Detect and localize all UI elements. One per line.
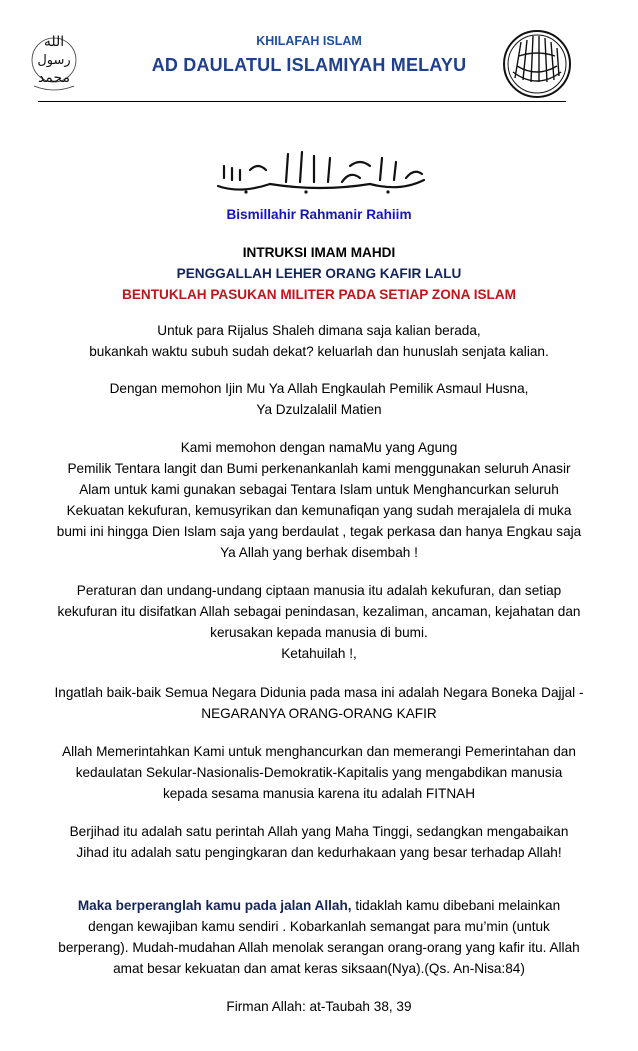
paragraph-text: tidaklah kamu dibebani melainkan: [351, 898, 561, 913]
instruction-subtitle: PENGGALLAH LEHER ORANG KAFIR LALU: [176, 266, 462, 281]
paragraph-line: bumi ini hingga Dien Islam saja yang berdaulat , tegak perkasa dan hanya Engkau saja: [56, 524, 582, 539]
paragraph-7: [0, 821, 638, 863]
paragraph-line: Dengan memohon Ijin Mu Ya Allah Engkaulah Pemilik Asmaul Husna,: [109, 381, 529, 396]
verse-reference: Firman Allah: at-Taubah 38, 39: [226, 999, 412, 1014]
instruction-subtitle-2: BENTUKLAH PASUKAN MILITER PADA SETIAP ZONA ISLAM: [122, 287, 516, 302]
paragraph-line: Peraturan dan undang-undang ciptaan manusia itu adalah kekufuran, dan setiap: [76, 583, 562, 598]
paragraph-line: kekufuran itu disifatkan Allah sebagai penindasan, kezaliman, ancaman, kejahatan dan: [57, 604, 581, 619]
document-body: [0, 204, 638, 1017]
basmala-transliteration: Bismillahir Rahmanir Rahiim: [226, 207, 412, 222]
header-subtitle: KHILAFAH ISLAM: [256, 34, 362, 48]
paragraph-line: Ingatlah baik-baik Semua Negara Didunia pada masa ini adalah Negara Boneka Dajjal -: [54, 685, 584, 700]
emphasis-text: Maka berperanglah kamu pada jalan Allah,: [77, 898, 352, 913]
paragraph-line: berperang). Mudah-mudahan Allah menolak serangan orang-orang yang kafir itu. Allah: [58, 940, 580, 955]
paragraph-line: Kekuatan kekufuran, kemusyrikan dan kemunafiqan yang sudah merajalela di muka: [66, 503, 572, 518]
paragraph-line: Ketahuilah !,: [281, 646, 357, 661]
paragraph-line: Ya Dzulzalalil Matien: [256, 402, 382, 417]
paragraph-2: [0, 378, 638, 420]
paragraph-line: NEGARANYA ORANG-ORANG KAFIR: [201, 706, 437, 721]
paragraph-line: kerusakan kepada manusia di bumi.: [210, 625, 428, 640]
paragraph-line: kedaulatan Sekular-Nasionalis-Demokratik-Kapitalis yang mengabdikan manusia: [75, 765, 563, 780]
svg-text:رسول: رسول: [37, 53, 71, 68]
instruction-title: INTRUKSI IMAM MAHDI: [242, 245, 396, 260]
header-divider: [38, 101, 566, 102]
paragraph-line: Berjihad itu adalah satu perintah Allah yang Maha Tinggi, sedangkan mengabaikan: [69, 824, 569, 839]
paragraph-8: [0, 895, 638, 979]
document-header: [0, 0, 638, 106]
paragraph-3: [0, 437, 638, 563]
paragraph-line: kepada sesama manusia karena itu adalah FITNAH: [162, 786, 476, 801]
paragraph-line: amat besar kekuatan dan amat keras siksaan(Nya).(Qs. An-Nisa:84): [113, 961, 525, 976]
paragraph-line: Pemilik Tentara langit dan Bumi perkenankanlah kami menggunakan seluruh Anasir: [67, 461, 571, 476]
basmala-calligraphy-icon: [210, 148, 432, 196]
header-title: AD DAULATUL ISLAMIYAH MELAYU: [151, 55, 467, 75]
paragraph-line: [0, 895, 638, 916]
paragraph-1: [0, 320, 638, 362]
paragraph-line: Allah Memerintahkan Kami untuk menghancurkan dan memerangi Pemerintahan dan: [62, 744, 576, 759]
svg-text:محمد: محمد: [38, 70, 70, 86]
paragraph-line: Jihad itu adalah satu pengingkaran dan kedurhakaan yang besar terhadap Allah!: [76, 845, 562, 860]
paragraph-line: Alam untuk kami gunakan sebagai Tentara Islam untuk Menghancurkan seluruh: [79, 482, 559, 497]
paragraph-line: bukankah waktu subuh sudah dekat? keluarlah dan hunuslah senjata kalian.: [89, 344, 549, 359]
circular-calligraphy-emblem-icon: [499, 28, 579, 100]
paragraph-line: Kami memohon dengan namaMu yang Agung: [180, 440, 458, 455]
svg-text:الله: الله: [43, 34, 65, 50]
paragraph-line: dengan kewajiban kamu sendiri . Kobarkanlah semangat para mu’min (untuk: [88, 919, 550, 934]
paragraph-6: [0, 741, 638, 804]
paragraph-line: Ya Allah yang berhak disembah !: [220, 545, 418, 560]
paragraph-line: Untuk para Rijalus Shaleh dimana saja kalian berada,: [157, 323, 481, 338]
paragraph-4: [0, 580, 638, 664]
paragraph-5: [0, 682, 638, 724]
